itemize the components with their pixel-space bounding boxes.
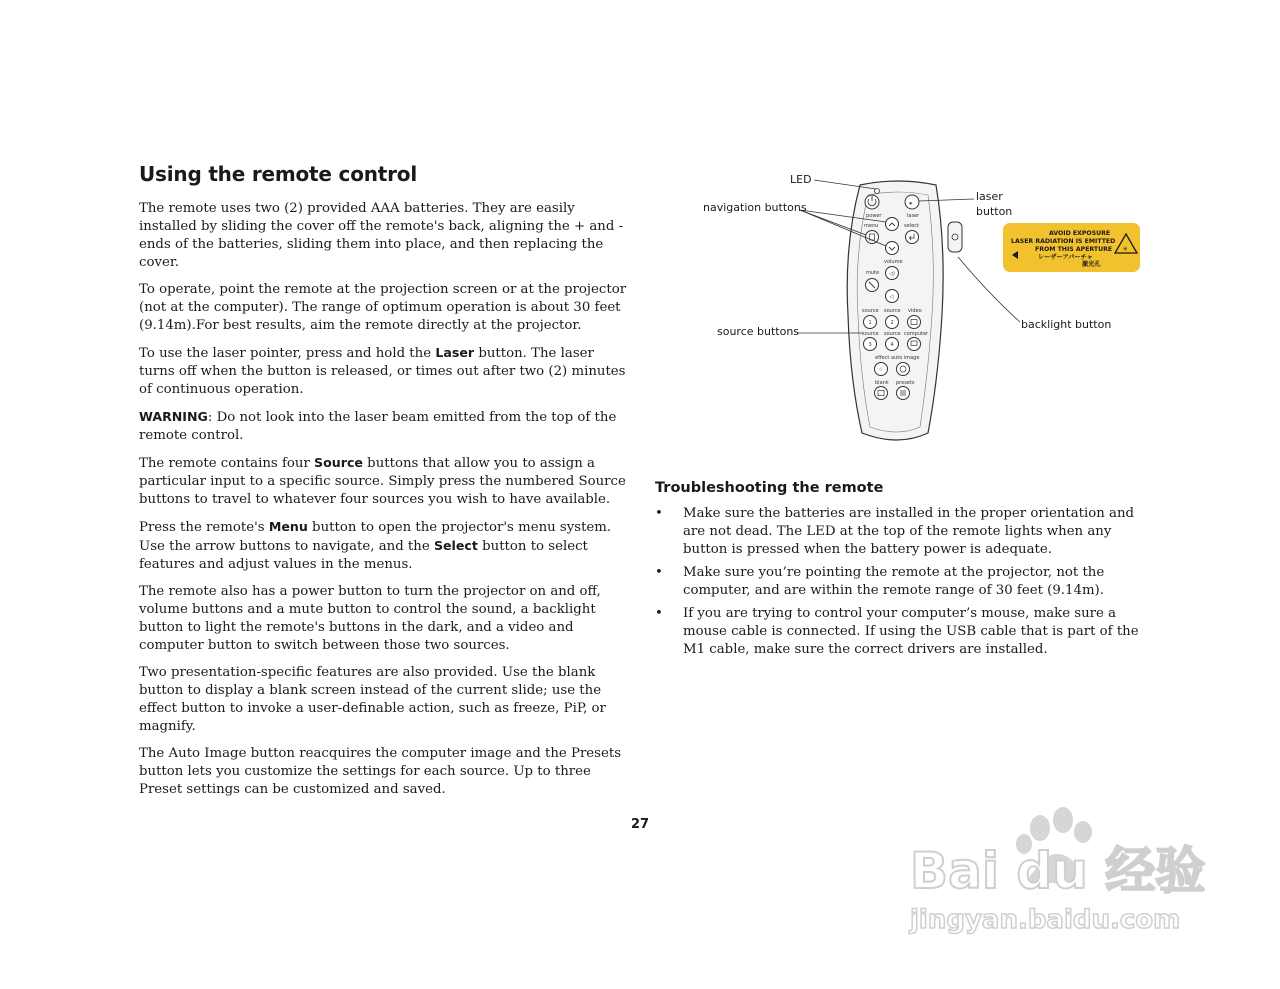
laser-label: laser [907, 213, 920, 219]
list-item: • Make sure you’re pointing the remote at the projector, not the computer, and are within the remote range of 30 feet (9.14m). [655, 564, 1145, 600]
laser-callout-line2: button [976, 205, 1013, 218]
computer-button-shape [908, 338, 921, 351]
text-run: buttons that allow you to assign a particular input to a specific source. Simply press the numbered Source buttons to travel to whatever four sources you wish to have available. [139, 456, 626, 507]
volume-up-icon: ◁) [889, 271, 895, 277]
keyword-select: Select [433, 538, 478, 553]
list-item: • Make sure the batteries are installed in the proper orientation and are not dead. The LED at the top of the remote lights when any button is pressed when the battery power is adequate. [655, 505, 1145, 559]
keyword-laser: Laser [435, 345, 475, 360]
source-label: source [862, 308, 879, 314]
source-1-number: 1 [868, 320, 872, 326]
paragraph-source [139, 454, 627, 509]
warning-line-4: レーザーアパーチャ [1038, 254, 1093, 261]
power-label: power [866, 213, 882, 219]
star-icon: ☆ [878, 367, 883, 373]
text-run: : Do not look into the laser beam emitted from the top of the remote control. [139, 410, 617, 443]
laser-icon: ✷ [908, 201, 913, 207]
paragraph-laser [139, 344, 627, 399]
menu-label: menu [864, 223, 879, 229]
nav-down-button-shape [886, 242, 899, 255]
blank-button-shape [875, 387, 888, 400]
source-3-number: 3 [868, 342, 872, 348]
source-label: source [862, 331, 879, 337]
page-number: 27 [630, 817, 650, 832]
computer-label: computer [904, 331, 929, 337]
warning-line-2: LASER RADIATION IS EMITTED [1011, 238, 1116, 245]
menu-button-shape [866, 231, 879, 244]
paragraph-power: The remote also has a power button to turn the projector on and off, volume buttons and a mute button to control the sound, a backlight button to light the remote's buttons in the dark, and a video and computer button to switch between those two sources. [139, 584, 601, 653]
laser-burst-icon: ✳ [1122, 246, 1128, 253]
paragraph-batteries: The remote uses two (2) provided AAA batteries. They are easily installed by sliding the cover off the remote's back, aligning the + and - ends of the batteries, sliding them into place, and then replacing the cover. [139, 201, 624, 270]
presets-label: presets [896, 380, 915, 386]
troubleshooting-list [655, 505, 1145, 664]
paragraph-auto-image: The Auto Image button reacquires the computer image and the Presets button lets you customize the settings for each source. Up to three Preset settings can be customized and saved. [139, 746, 622, 797]
volume-down-icon: ◁ [889, 294, 894, 300]
mute-label: mute [866, 270, 880, 276]
source-4-number: 4 [890, 342, 894, 348]
navigation-callout: navigation buttons [703, 201, 807, 214]
select-button-shape [906, 231, 919, 244]
select-label: select [904, 223, 919, 229]
source-2-number: 2 [890, 320, 894, 326]
source-callout: source buttons [717, 325, 800, 338]
video-button-shape [908, 316, 921, 329]
auto-image-button-shape [897, 363, 910, 376]
nav-up-button-shape [886, 218, 899, 231]
laser-warning-label [1003, 223, 1140, 272]
warning-line-1: AVOID EXPOSURE [1049, 230, 1111, 237]
paragraph-menu [139, 518, 627, 574]
list-item: • If you are trying to control your computer’s mouse, make sure a mouse cable is connected. If using the USB cable that is part of the M1 cable, make sure the correct drivers are installed. [655, 605, 1145, 659]
warning-line-3: FROM THIS APERTURE [1035, 246, 1113, 253]
watermark-brand: Bai du 经验 [910, 842, 1206, 900]
led-callout: LED [790, 173, 812, 186]
blank-label: blank [875, 380, 889, 386]
body-text [139, 200, 627, 808]
text-run: button to select features and adjust values in the menus. [139, 539, 588, 572]
backlight-callout: backlight button [1021, 318, 1112, 331]
volume-label: volume [884, 259, 903, 265]
text-run: The remote contains four [139, 456, 315, 471]
source-label: source [884, 308, 901, 314]
text-run: button to open the projector's menu system. Use the arrow buttons to navigate, and the [139, 520, 612, 554]
text-run: Press the remote's [139, 520, 269, 535]
keyword-warning: WARNING [139, 409, 208, 424]
text-run: button. The laser turns off when the button is released, or times out after two (2) minutes of continuous operation. [139, 346, 626, 397]
auto-image-label: auto image [891, 355, 920, 361]
watermark-url: jingyan.baidu.com [910, 905, 1181, 935]
effect-label: effect [875, 355, 890, 361]
keyword-source: Source [314, 455, 363, 470]
warning-line-5: 激光孔 [1082, 261, 1101, 268]
paragraph-warning [139, 408, 627, 445]
backlight-button-shape [948, 222, 962, 252]
paragraph-operate: To operate, point the remote at the projection screen or at the projector (not at the computer). The range of optimum operation is about 30 feet (9.14m).For best results, aim the remote directly at the projector. [139, 282, 627, 333]
baidu-watermark [900, 800, 1220, 950]
troubleshooting-heading: Troubleshooting the remote [655, 480, 884, 496]
page-title: Using the remote control [139, 162, 417, 186]
keyword-menu: Menu [268, 519, 308, 534]
source-label: source [884, 331, 901, 337]
video-label: video [908, 308, 922, 314]
text-run: To use the laser pointer, press and hold the [139, 346, 436, 361]
paragraph-presentation: Two presentation-specific features are also provided. Use the blank button to display a blank screen instead of the current slide; use the effect button to invoke a user-definable action, such as freeze, PiP, or magnify. [139, 665, 606, 734]
remote-diagram [690, 165, 1160, 455]
laser-callout-line1: laser [976, 190, 1003, 203]
